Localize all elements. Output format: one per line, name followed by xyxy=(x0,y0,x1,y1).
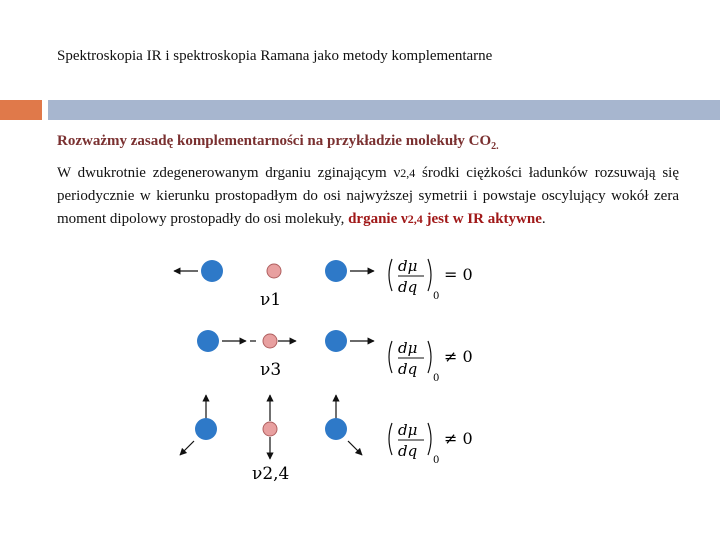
carbon-atom xyxy=(263,334,277,348)
para-highlight xyxy=(348,211,542,227)
para-highlight-text-2: jest w IR aktywne xyxy=(422,211,542,227)
subheading-subscript: 2. xyxy=(491,141,499,152)
paren-right xyxy=(428,259,431,291)
derivative-sub: 0 xyxy=(433,455,440,466)
derivative-num: dμ xyxy=(398,421,418,439)
oxygen-atom-left xyxy=(197,330,219,352)
paren-left xyxy=(389,423,392,455)
oxygen-atom-left xyxy=(195,418,217,440)
subheading-text: Rozważmy zasadę komplementarności na przykładzie molekuły CO xyxy=(57,133,492,149)
subheading xyxy=(57,130,679,158)
mode-v24 xyxy=(180,395,362,484)
accent-bar-blue xyxy=(48,100,720,120)
derivative-v1 xyxy=(389,257,473,302)
para-text-2: środki ciężkości ładunków rozsuwają się periodycznie w kierunku prostopadłym do osi najwyższej symetrii i powstaje oscylujący wokół zera moment dipolowy prostopadły do osi molekuły, xyxy=(57,165,679,227)
derivative-sub: 0 xyxy=(433,373,440,384)
para-subscript-1: 2,4 xyxy=(400,166,416,180)
derivative-v3 xyxy=(389,339,473,384)
vibration-modes-diagram xyxy=(160,245,500,490)
derivative-den: dq xyxy=(398,442,418,460)
mode-v1 xyxy=(174,260,374,310)
oxygen-atom-left xyxy=(201,260,223,282)
paren-right xyxy=(428,423,431,455)
accent-bar-orange xyxy=(0,100,42,120)
para-text-1: W dwukrotnie zdegenerowanym drganiu zginającym ν xyxy=(57,165,401,181)
derivative-den: dq xyxy=(398,360,418,378)
relation-v3: ≠ 0 xyxy=(444,347,473,366)
paren-left xyxy=(389,341,392,373)
oxygen-atom-right xyxy=(325,260,347,282)
derivative-sub: 0 xyxy=(433,291,440,302)
mode-label-v24: ν2,4 xyxy=(252,464,290,484)
derivative-v24 xyxy=(389,421,473,466)
body-paragraph xyxy=(57,162,679,231)
paren-right xyxy=(428,341,431,373)
derivative-den: dq xyxy=(398,278,418,296)
arrow-diagonal xyxy=(348,441,362,455)
mode-v3 xyxy=(197,330,374,380)
oxygen-atom-right xyxy=(325,330,347,352)
para-highlight-subscript: 2,4 xyxy=(407,212,423,226)
derivative-num: dμ xyxy=(398,257,418,275)
mode-label-v1: ν1 xyxy=(260,290,282,310)
arrow-diagonal xyxy=(180,441,194,455)
slide-content xyxy=(57,130,679,231)
derivative-num: dμ xyxy=(398,339,418,357)
carbon-atom xyxy=(267,264,281,278)
relation-v24: ≠ 0 xyxy=(444,429,473,448)
relation-v1: = 0 xyxy=(444,265,473,284)
para-end: . xyxy=(541,211,546,227)
carbon-atom xyxy=(263,422,277,436)
slide-title: Spektroskopia IR i spektroskopia Ramana jako metody komplementarne xyxy=(57,48,493,64)
oxygen-atom-right xyxy=(325,418,347,440)
para-highlight-text-1: drganie ν xyxy=(348,211,408,227)
paren-left xyxy=(389,259,392,291)
mode-label-v3: ν3 xyxy=(260,360,282,380)
